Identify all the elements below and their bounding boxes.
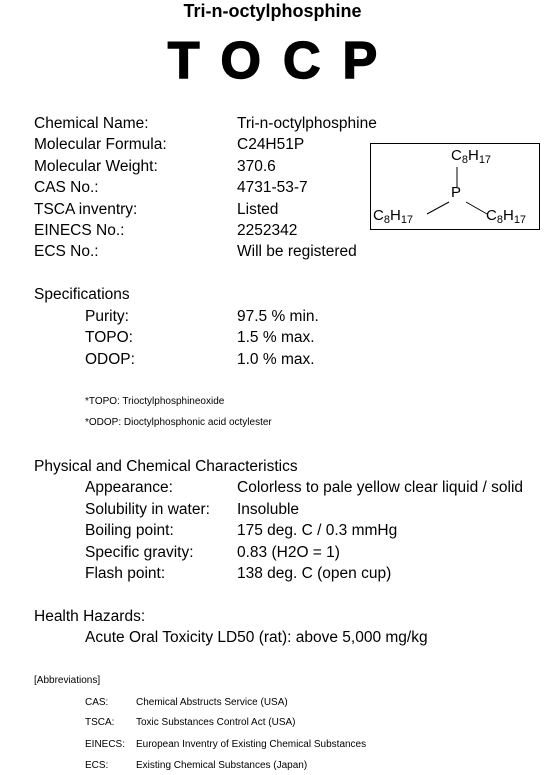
physical-label: Boiling point:	[85, 522, 174, 539]
physical-value: 0.83 (H2O = 1)	[237, 544, 340, 561]
physical-label: Appearance:	[85, 479, 173, 496]
octyl-group-top: $C_8H_{17}$	[451, 147, 492, 166]
physical-value: Insoluble	[237, 501, 300, 518]
physical-label: Solubility in water:	[85, 501, 210, 518]
spec-value: 1.5 % max.	[237, 329, 315, 346]
octyl-group-left: $C_8H_{17}$	[373, 207, 414, 226]
identity-value: Will be registered	[237, 243, 357, 260]
identity-value: 370.6	[237, 158, 276, 175]
phosphorus-atom: P	[451, 184, 462, 201]
identity-label: CAS No.:	[34, 179, 99, 196]
health-heading: Health Hazards:	[34, 608, 146, 625]
identity-label: TSCA inventry:	[34, 201, 138, 218]
abbr-meaning: European Inventry of Existing Chemical Substances	[136, 739, 367, 750]
abbr-term: ECS:	[85, 760, 109, 771]
spec-value: 97.5 % min.	[237, 308, 319, 325]
identity-value: 2252342	[237, 222, 298, 239]
physical-value: 175 deg. C / 0.3 mmHg	[237, 522, 398, 539]
abbr-term: TSCA:	[85, 717, 115, 728]
abbreviations-heading: [Abbreviations]	[34, 675, 101, 686]
abbr-term: CAS:	[85, 697, 109, 708]
physical-value: 138 deg. C (open cup)	[237, 565, 392, 582]
abbr-term: EINECS:	[85, 739, 126, 750]
identity-value: C24H51P	[237, 136, 305, 153]
document-title: Tri-n-octylphosphine	[183, 1, 362, 21]
physical-label: Flash point:	[85, 565, 166, 582]
physical-value: Colorless to pale yellow clear liquid / solid	[237, 479, 524, 496]
abbr-meaning: Chemical Abstructs Service (USA)	[136, 697, 288, 708]
acronym-heading: TOCP	[167, 32, 400, 90]
spec-value: 1.0 % max.	[237, 351, 315, 368]
identity-value: Listed	[237, 201, 279, 218]
octyl-group-right: $C_8H_{17}$	[486, 207, 527, 226]
identity-label: ECS No.:	[34, 243, 99, 260]
specifications-heading: Specifications	[34, 286, 130, 303]
identity-label: EINECS No.:	[34, 222, 125, 239]
spec-label: TOPO:	[85, 329, 133, 346]
identity-label: Chemical Name:	[34, 115, 149, 132]
health-toxicity: Acute Oral Toxicity LD50 (rat): above 5,000 mg/kg	[85, 629, 428, 646]
physical-label: Specific gravity:	[85, 544, 194, 561]
identity-label: Molecular Formula:	[34, 136, 167, 153]
bond-right	[466, 202, 487, 214]
structure-diagram	[370, 143, 540, 230]
identity-value: 4731-53-7	[237, 179, 308, 196]
identity-label: Molecular Weight:	[34, 158, 158, 175]
abbr-meaning: Toxic Substances Control Act (USA)	[136, 717, 296, 728]
identity-value: Tri-n-octylphosphine	[237, 115, 377, 132]
abbr-meaning: Existing Chemical Substances (Japan)	[136, 760, 308, 771]
spec-label: ODOP:	[85, 351, 135, 368]
spec-label: Purity:	[85, 308, 129, 325]
spec-note-odop: *ODOP: Dioctylphosphonic acid octylester	[85, 417, 272, 428]
spec-note-topo: *TOPO: Trioctylphosphineoxide	[85, 396, 225, 407]
physical-heading: Physical and Chemical Characteristics	[34, 458, 298, 475]
bond-left	[427, 202, 449, 214]
